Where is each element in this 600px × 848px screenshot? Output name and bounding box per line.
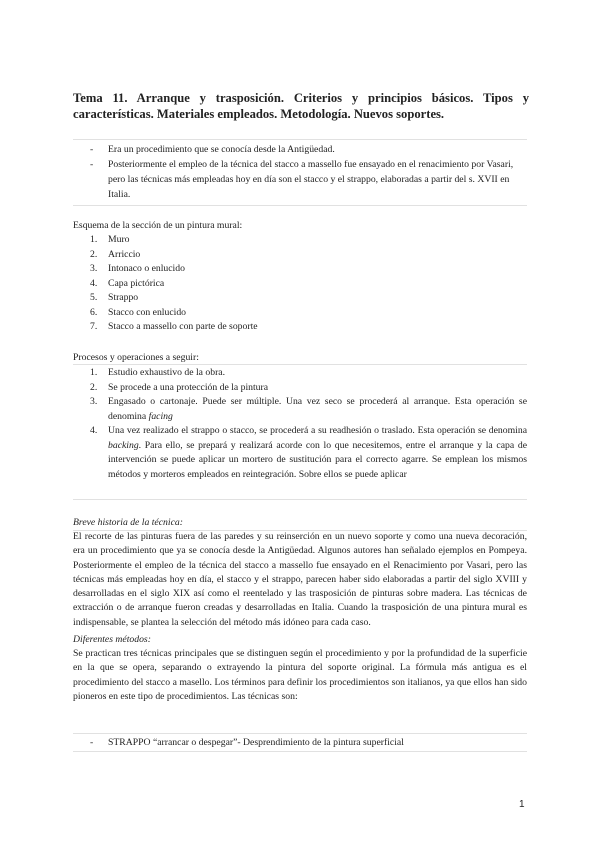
list-item: 2. Arriccio — [90, 248, 141, 260]
list-item: - Posteriormente el empleo de la técnica del stacco a massello fue ensayado en el renacimiento por Vasari, pero las técnicas más empleadas hoy en día son el stacco y el strappo, elaboradas a partir del s. XVII en Italia. — [90, 159, 514, 200]
list-item: 3. Engasado o cartonaje. Puede ser múltiple. Una vez seco se procederá al arranque. Esta operación se denomina facing — [90, 396, 527, 422]
metodos-paragraph: Se practican tres técnicas principales que se distinguen según el procedimiento y por la profundidad de la superficie en la que se opera, separando o extrayendo la pintura del soporte original. La fórmula más antigua es el procedimiento del stacco a masello. Los términos para definir los procedimientos son italianos, ya que ellos han sido pioneros en este tipo de procedimientos. Las técnicas son: — [73, 648, 527, 702]
metodos-heading: Diferentes métodos: — [73, 634, 151, 645]
dash-bullet: - — [90, 737, 94, 748]
list-item: 6. Stacco con enlucido — [90, 306, 187, 318]
divider — [73, 733, 527, 734]
list-item: 4. Una vez realizado el strappo o stacco, se procederá a su readhesión o traslado. Esta operación se denomina backing. Para ello, se prepará y realizará acorde con lo que necesitemos, entre el arranque y la capa de intervención se puede aplicar un mortero de sustitución para el correcto agarre. Se emplean los mismos métodos y morteros empleados en reintegración. Sobre ellos se puede aplicar — [90, 425, 527, 480]
dash-bullet: - — [90, 159, 94, 170]
divider — [73, 364, 527, 365]
divider — [73, 751, 527, 752]
list-item: 3. Intonaco o enlucido — [90, 263, 185, 274]
intro-list — [73, 142, 527, 202]
list-item: - STRAPPO “arrancar o despegar”- Desprendimiento de la pintura superficial — [90, 737, 404, 748]
dash-bullet: - — [90, 144, 94, 155]
divider — [73, 205, 527, 206]
list-item: 5. Strappo — [90, 292, 139, 303]
page-title: Tema 11. Arranque y trasposición. Criterios y principios básicos. Tipos y características. Materiales empleados. Metodología. Nuevos soportes. — [73, 91, 529, 121]
list-item: 2. Se procede a una protección de la pintura — [90, 381, 269, 393]
procesos-list — [73, 366, 527, 482]
procesos-heading: Procesos y operaciones a seguir: — [73, 352, 199, 363]
list-item: 1. Estudio exhaustivo de la obra. — [90, 367, 226, 378]
divider — [73, 139, 527, 140]
divider — [73, 499, 527, 500]
page-number: 1 — [519, 799, 525, 810]
list-item: - Era un procedimiento que se conocía desde la Antigüedad. — [90, 144, 335, 155]
list-item: 7. Stacco a massello con parte de soporte — [90, 321, 258, 332]
esquema-list — [73, 233, 527, 335]
historia-paragraph: El recorte de las pinturas fuera de las paredes y su reinserción en un nuevo soporte y como una nueva decoración, era un procedimiento que ya se conocía desde la Antigüedad. Algunos autores han señalado ejemplos en Pompeya. Posteriormente el empleo de la técnica del stacco a massello fue ensayado en el Renacimiento por Vasari, pero las técnicas más empleadas hoy en día, el stacco y el strappo, parecen haber sido elaboradas a partir del siglo XVIII y desarrolladas en el siglo XIX así como el reentelado y las trasposición de pinturas sobre madera. Las técnicas de extracción o de arranque fueron creadas y desarrolladas en Italia. Cuando la trasposición de una pintura mural es indispensable, se plantea la selección del método más idóneo para cada caso. — [73, 531, 527, 628]
metodos-list — [73, 735, 527, 750]
esquema-heading: Esquema de la sección de un pintura mural: — [73, 220, 243, 231]
list-item: 4. Capa pictórica — [90, 277, 165, 289]
historia-heading: Breve historia de la técnica: — [73, 517, 183, 528]
list-item: 1. Muro — [90, 234, 130, 245]
